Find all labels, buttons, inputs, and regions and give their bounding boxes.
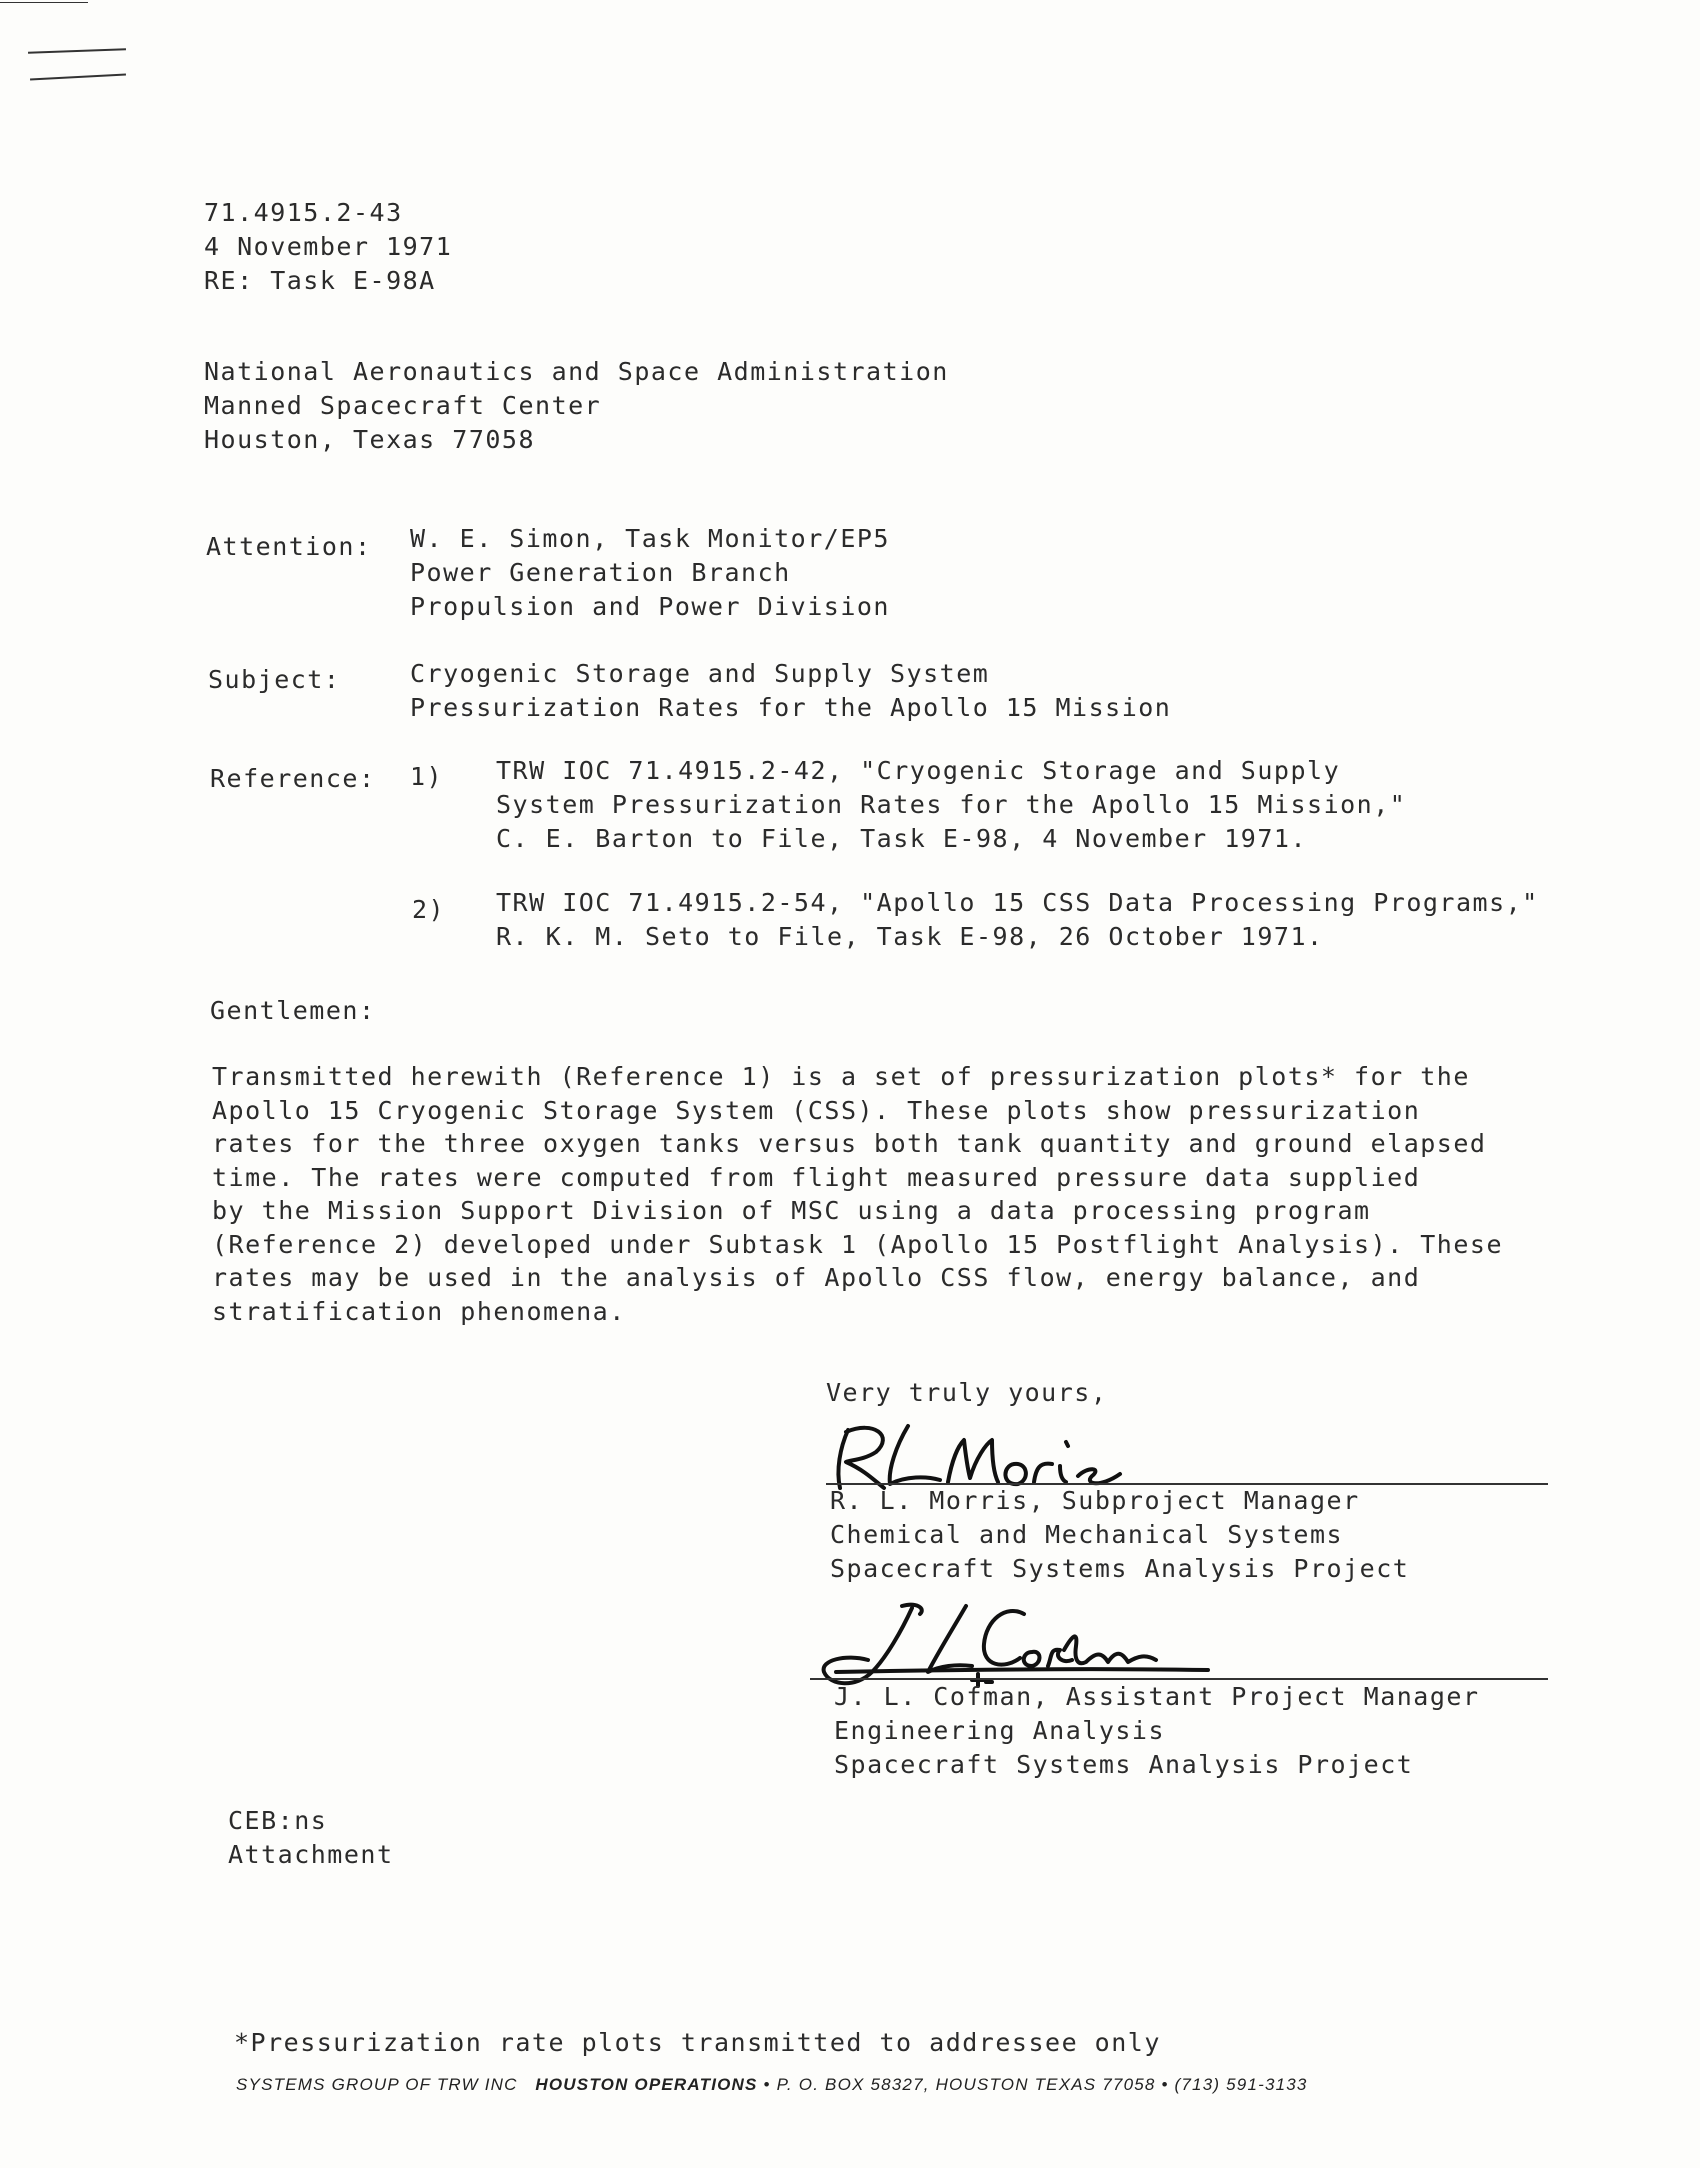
addressee-line: National Aeronautics and Space Administration xyxy=(204,357,949,386)
attachment-note: Attachment xyxy=(228,1840,394,1869)
footer-company: SYSTEMS GROUP OF TRW INC xyxy=(236,2075,518,2094)
attention-line: W. E. Simon, Task Monitor/EP5 xyxy=(410,524,890,553)
addressee-line: Houston, Texas 77058 xyxy=(204,425,536,454)
body-line: Apollo 15 Cryogenic Storage System (CSS). These plots show pressurization xyxy=(212,1095,1421,1125)
body-line: rates for the three oxygen tanks versus both tank quantity and ground elapsed xyxy=(212,1129,1487,1158)
reference-2 xyxy=(496,886,1539,954)
body-line: (Reference 2) developed under Subtask 1 (Apollo 15 Postflight Analysis). These xyxy=(212,1229,1503,1259)
reference-label: Reference: xyxy=(210,764,376,793)
doc-number: 71.4915.2-43 xyxy=(204,198,403,227)
subject-block xyxy=(410,657,1171,725)
footer-division: HOUSTON OPERATIONS xyxy=(535,2075,758,2094)
letterhead-footer xyxy=(236,2075,1308,2095)
salutation: Gentlemen: xyxy=(210,996,376,1025)
signatory-line: Chemical and Mechanical Systems xyxy=(830,1520,1344,1549)
memo-header xyxy=(204,196,452,298)
body-line: rates may be used in the analysis of Apollo CSS flow, energy balance, and xyxy=(212,1263,1421,1292)
body-line: time. The rates were computed from flight measured pressure data supplied xyxy=(212,1162,1421,1192)
attention-line: Propulsion and Power Division xyxy=(410,592,890,621)
signatory-line: Spacecraft Systems Analysis Project xyxy=(834,1750,1414,1779)
reference-line: System Pressurization Rates for the Apollo 15 Mission," xyxy=(496,790,1407,819)
reference-line: TRW IOC 71.4915.2-42, "Cryogenic Storage and Supply xyxy=(496,756,1341,785)
addressee-block xyxy=(204,355,949,457)
reference-line: R. K. M. Seto to File, Task E-98, 26 October 1971. xyxy=(496,922,1324,951)
edge-mark-top xyxy=(0,2,88,3)
memo-re: RE: Task E-98A xyxy=(204,266,436,295)
signatory-line: J. L. Cofman, Assistant Project Manager xyxy=(834,1682,1480,1711)
body-line: stratification phenomena. xyxy=(212,1296,626,1326)
subject-line: Pressurization Rates for the Apollo 15 Mission xyxy=(410,693,1172,722)
reference-line: TRW IOC 71.4915.2-54, "Apollo 15 CSS Data Processing Programs," xyxy=(496,888,1539,917)
memo-date: 4 November 1971 xyxy=(204,232,453,261)
signatory-line: R. L. Morris, Subproject Manager xyxy=(830,1486,1360,1515)
footnote: *Pressurization rate plots transmitted to addressee only xyxy=(234,2028,1161,2057)
reference-line: C. E. Barton to File, Task E-98, 4 November 1971. xyxy=(496,824,1308,853)
signatory-line: Spacecraft Systems Analysis Project xyxy=(830,1554,1410,1583)
signatory-line: Engineering Analysis xyxy=(834,1716,1166,1745)
reference-2-number: 2) xyxy=(412,895,446,924)
attention-label: Attention: xyxy=(206,532,372,561)
edge-mark-2 xyxy=(30,73,126,80)
typist-initials: CEB:ns xyxy=(228,1806,328,1835)
body-line: Transmitted herewith (Reference 1) is a set of pressurization plots* for the xyxy=(212,1062,1470,1091)
subject-label: Subject: xyxy=(208,665,341,694)
body-paragraph xyxy=(212,1060,1592,1328)
signatory-morris xyxy=(830,1484,1409,1586)
closing: Very truly yours, xyxy=(826,1378,1108,1407)
edge-mark-1 xyxy=(28,48,126,53)
footer-address: • P. O. BOX 58327, HOUSTON TEXAS 77058 • (713) 591-3133 xyxy=(763,2075,1308,2094)
attention-line: Power Generation Branch xyxy=(410,558,791,587)
signatory-cofman xyxy=(834,1680,1480,1782)
reference-1-number: 1) xyxy=(410,762,444,791)
addressee-line: Manned Spacecraft Center xyxy=(204,391,602,420)
subject-line: Cryogenic Storage and Supply System xyxy=(410,659,990,688)
reference-1 xyxy=(496,754,1406,856)
body-line: by the Mission Support Division of MSC using a data processing program xyxy=(212,1196,1371,1225)
attention-block xyxy=(410,522,890,624)
